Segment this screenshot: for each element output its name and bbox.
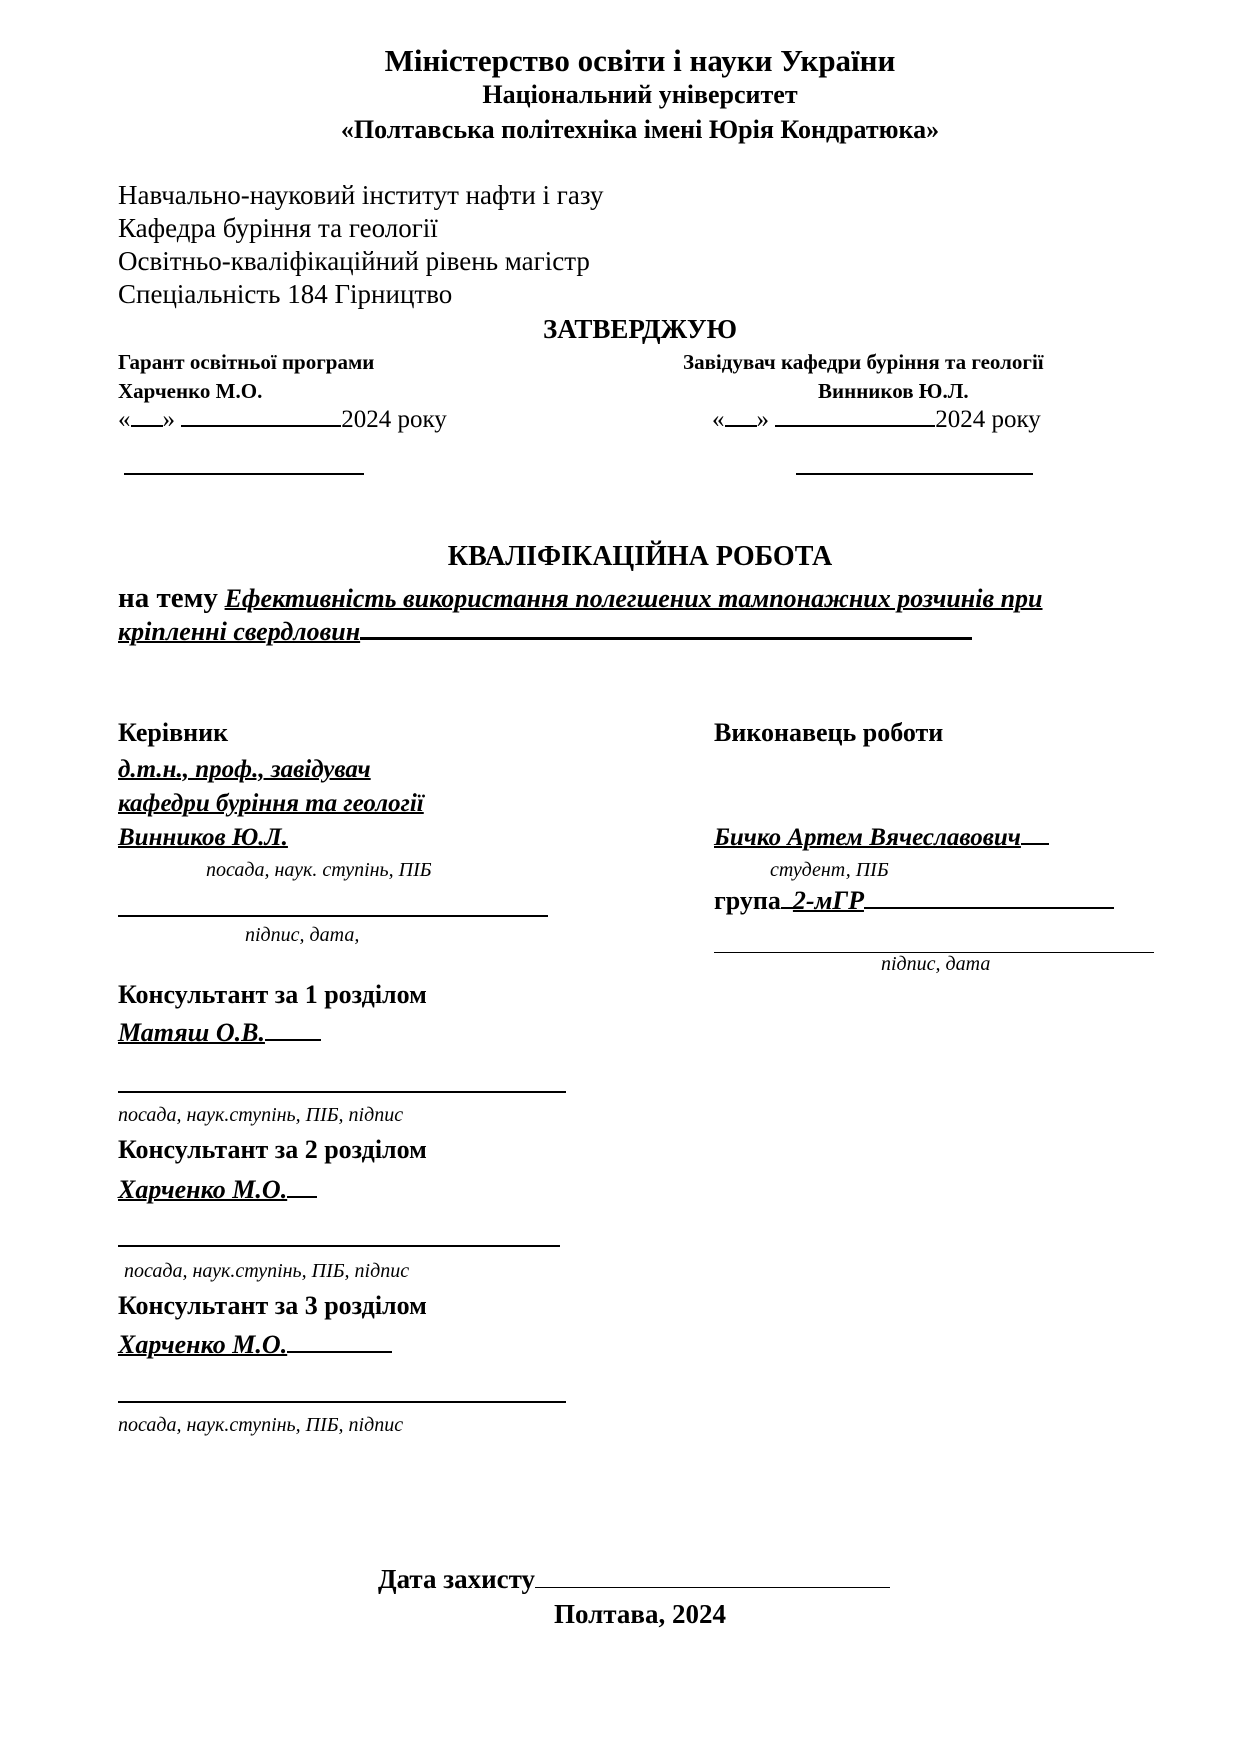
- work-title: КВАЛІФІКАЦІЙНА РОБОТА: [447, 541, 833, 572]
- defense-date-field[interactable]: [378, 1566, 890, 1593]
- consultant-2-label: Консультант за 2 розділом: [118, 1135, 427, 1164]
- topic-label: на тему: [118, 582, 218, 614]
- guarantor-signature-line: [124, 473, 364, 475]
- date-quote-open: «: [712, 406, 725, 433]
- supervisor-label: Керівник: [118, 718, 229, 747]
- date-quote-close: »: [756, 406, 769, 433]
- specialty: Спеціальність 184 Гірництво: [118, 279, 453, 309]
- department: Кафедра буріння та геології: [118, 213, 438, 243]
- ministry-title: Міністерство освіти і науки України: [384, 43, 896, 78]
- supervisor-sign-caption: підпис, дата,: [245, 924, 360, 946]
- defense-date-label: Дата захисту: [378, 1564, 536, 1594]
- consultant-2-name-field: [118, 1177, 317, 1203]
- performer-caption: студент, ПІБ: [770, 859, 889, 881]
- guarantor-name: Харченко М.О.: [118, 379, 263, 403]
- head-signature-line: [796, 473, 1033, 475]
- topic-line-2: [118, 619, 972, 645]
- topic-line-1: [118, 584, 1043, 613]
- group-label: група: [714, 886, 781, 915]
- consultant-3-name-field: [118, 1332, 392, 1358]
- consultant-1-name: Матяш О.В.: [118, 1018, 265, 1047]
- performer-name-field: [714, 825, 1049, 850]
- topic-text: Ефективність використання полегшених тампонажних розчинів при: [224, 584, 1043, 613]
- performer-sign-caption: підпис, дата: [881, 953, 991, 975]
- performer-label: Виконавець роботи: [714, 718, 944, 747]
- consultant-1-name-field: [118, 1020, 321, 1046]
- head-role: Завідувач кафедри буріння та геології: [683, 350, 1044, 374]
- group-field: [714, 888, 1114, 914]
- head-name: Винников Ю.Л.: [818, 379, 969, 403]
- approval-title: ЗАТВЕРДЖУЮ: [542, 314, 738, 344]
- performer-name: Бичко Артем Вячеславович: [714, 824, 1021, 851]
- date-quote-close: »: [162, 406, 175, 433]
- consultant-2-caption: посада, наук.ступінь, ПІБ, підпис: [124, 1260, 410, 1282]
- topic-text-continued: кріпленні свердловин: [118, 617, 361, 646]
- date-year: 2024 року: [935, 406, 1041, 433]
- consultant-2-signature-line: [118, 1245, 560, 1247]
- city-year: Полтава, 2024: [554, 1599, 726, 1629]
- supervisor-department: кафедри буріння та геології: [118, 790, 424, 817]
- consultant-1-signature-line: [118, 1091, 566, 1093]
- consultant-3-caption: посада, наук.ступінь, ПІБ, підпис: [118, 1414, 404, 1436]
- qualification-level: Освітньо-кваліфікаційний рівень магістр: [118, 246, 590, 276]
- group-value: 2-мГР: [781, 886, 864, 915]
- date-quote-open: «: [118, 406, 131, 433]
- supervisor-name: Винников Ю.Л.: [118, 824, 288, 851]
- consultant-2-name: Харченко М.О.: [118, 1175, 288, 1204]
- university-name: Національний університет: [482, 80, 798, 109]
- supervisor-position: д.т.н., проф., завідувач: [118, 756, 371, 783]
- institute: Навчально-науковий інститут нафти і газу: [118, 180, 604, 210]
- supervisor-caption: посада, наук. ступінь, ПІБ: [206, 859, 432, 881]
- consultant-3-name: Харченко М.О.: [118, 1330, 288, 1359]
- date-year: 2024 року: [341, 406, 447, 433]
- consultant-1-label: Консультант за 1 розділом: [118, 980, 427, 1009]
- consultant-3-signature-line: [118, 1401, 566, 1403]
- consultant-1-caption: посада, наук.ступінь, ПІБ, підпис: [118, 1104, 404, 1126]
- guarantor-date[interactable]: [118, 407, 447, 432]
- consultant-3-label: Консультант за 3 розділом: [118, 1291, 427, 1320]
- head-date[interactable]: [712, 407, 1041, 432]
- university-full-name: «Полтавська політехніка імені Юрія Кондратюка»: [340, 115, 940, 144]
- guarantor-role: Гарант освітньої програми: [118, 350, 375, 374]
- supervisor-signature-line: [118, 915, 548, 917]
